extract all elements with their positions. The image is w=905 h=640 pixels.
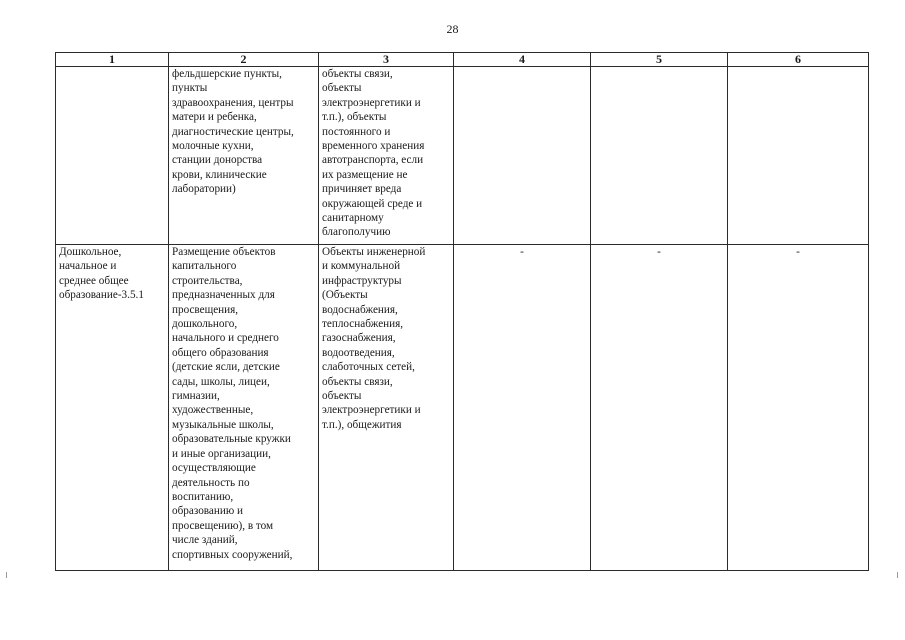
cell-text-line: т.п.), объекты xyxy=(322,111,387,124)
cell-text-line: начального и среднего xyxy=(172,332,279,345)
cell-text-line: Объекты инженерной xyxy=(322,246,426,258)
cell-text-line: диагностические центры, xyxy=(172,125,294,138)
cell-column-4: - xyxy=(454,245,591,571)
table-row-continuation xyxy=(56,67,869,245)
cell-text-line: теплоснабжения, xyxy=(322,318,404,331)
cell-text-line: воспитанию, xyxy=(172,490,234,503)
cell-activity-name xyxy=(56,245,169,571)
cell-column-4 xyxy=(454,67,591,245)
cell-text-line: фельдшерские пункты, xyxy=(172,68,282,80)
cell-text-line: санитарному xyxy=(322,212,384,225)
cell-text-line: благополучию xyxy=(322,226,391,239)
cell-text-line: причиняет вреда xyxy=(322,183,402,196)
cell-text-line: т.п.), общежития xyxy=(322,418,402,431)
table-header-row xyxy=(56,53,869,67)
cell-text-line: автотранспорта, если xyxy=(322,154,424,167)
page-number: 28 xyxy=(446,22,459,36)
cell-text-line: числе зданий, xyxy=(172,534,238,547)
cell-text-line: станции донорства xyxy=(172,154,263,167)
cell-text-line: образованию и xyxy=(172,505,244,518)
cell-text-line: объекты связи, xyxy=(322,375,393,388)
cell-text-line: (детские ясли, детские xyxy=(172,361,280,374)
cell-text-line: водоотведения, xyxy=(322,346,395,359)
column-header-5: 5 xyxy=(591,53,728,67)
cell-text-line: просвещению), в том xyxy=(172,519,274,532)
cell-text-line: временного хранения xyxy=(322,140,425,153)
cell-text-line: здравоохранения, центры xyxy=(172,96,294,109)
cell-text-line: водоснабжения, xyxy=(322,303,398,316)
cell-text-line: среднее общее xyxy=(59,274,129,287)
cell-description xyxy=(169,67,319,245)
cell-text-line: дошкольного, xyxy=(172,318,238,331)
cell-text-line: капитального xyxy=(172,260,237,273)
cell-text-line: их размещение не xyxy=(322,168,408,181)
cell-description xyxy=(169,245,319,571)
document-table xyxy=(55,52,869,571)
cell-text-line: просвещения, xyxy=(172,303,239,316)
cell-text-line: объекты связи, xyxy=(322,68,393,80)
cell-text-line: молочные кухни, xyxy=(172,140,254,153)
cell-text-line: объекты xyxy=(322,82,362,95)
cell-text-line: сады, школы, лицеи, xyxy=(172,375,270,388)
cell-text-line: крови, клинические xyxy=(172,168,267,181)
cell-column-5: - xyxy=(591,245,728,571)
cell-text-line: газоснабжения, xyxy=(322,332,396,345)
cell-text-line: общего образования xyxy=(172,346,269,359)
cell-text-line: образовательные кружки xyxy=(172,433,291,446)
column-header-4: 4 xyxy=(454,53,591,67)
cell-activity-name xyxy=(56,67,169,245)
cell-column-6: - xyxy=(728,245,869,571)
cell-column-5 xyxy=(591,67,728,245)
cell-text-line: матери и ребенка, xyxy=(172,111,257,124)
cell-text-line: образование-3.5.1 xyxy=(59,289,144,302)
cell-text-line: музыкальные школы, xyxy=(172,418,274,431)
cell-auxiliary-uses xyxy=(319,67,454,245)
cell-text-line: пункты xyxy=(172,82,208,95)
column-header-1: 1 xyxy=(56,53,169,67)
cell-text-line: и иные организации, xyxy=(172,447,271,460)
column-header-3: 3 xyxy=(319,53,454,67)
cell-text-line: (Объекты xyxy=(322,289,368,302)
cell-text-line: гимназии, xyxy=(172,390,220,403)
cell-text-line: осуществляющие xyxy=(172,462,256,475)
cell-text-line: лаборатории) xyxy=(172,183,236,196)
cell-text-line: начальное и xyxy=(59,260,117,273)
cell-auxiliary-uses xyxy=(319,245,454,571)
table-row-education xyxy=(56,245,869,571)
cell-text-line: строительства, xyxy=(172,274,243,287)
cell-text-line: деятельность по xyxy=(172,476,250,489)
cell-text-line: объекты xyxy=(322,390,362,403)
cell-column-6 xyxy=(728,67,869,245)
column-header-6: 6 xyxy=(728,53,869,67)
scan-mark-right xyxy=(897,572,898,578)
column-header-2: 2 xyxy=(169,53,319,67)
cell-text-line: спортивных сооружений, xyxy=(172,548,293,561)
cell-text-line: электроэнергетики и xyxy=(322,404,421,417)
cell-text-line: художественные, xyxy=(172,404,254,417)
cell-text-line: Дошкольное, xyxy=(59,246,122,258)
cell-text-line: электроэнергетики и xyxy=(322,96,421,109)
cell-text-line: и коммунальной xyxy=(322,260,401,273)
cell-text-line: Размещение объектов xyxy=(172,246,276,258)
cell-text-line: окружающей среде и xyxy=(322,197,423,210)
cell-text-line: постоянного и xyxy=(322,125,391,138)
scan-mark-left xyxy=(6,572,7,578)
cell-text-line: инфраструктуры xyxy=(322,274,402,287)
cell-text-line: предназначенных для xyxy=(172,289,275,302)
cell-text-line: слаботочных сетей, xyxy=(322,361,415,374)
